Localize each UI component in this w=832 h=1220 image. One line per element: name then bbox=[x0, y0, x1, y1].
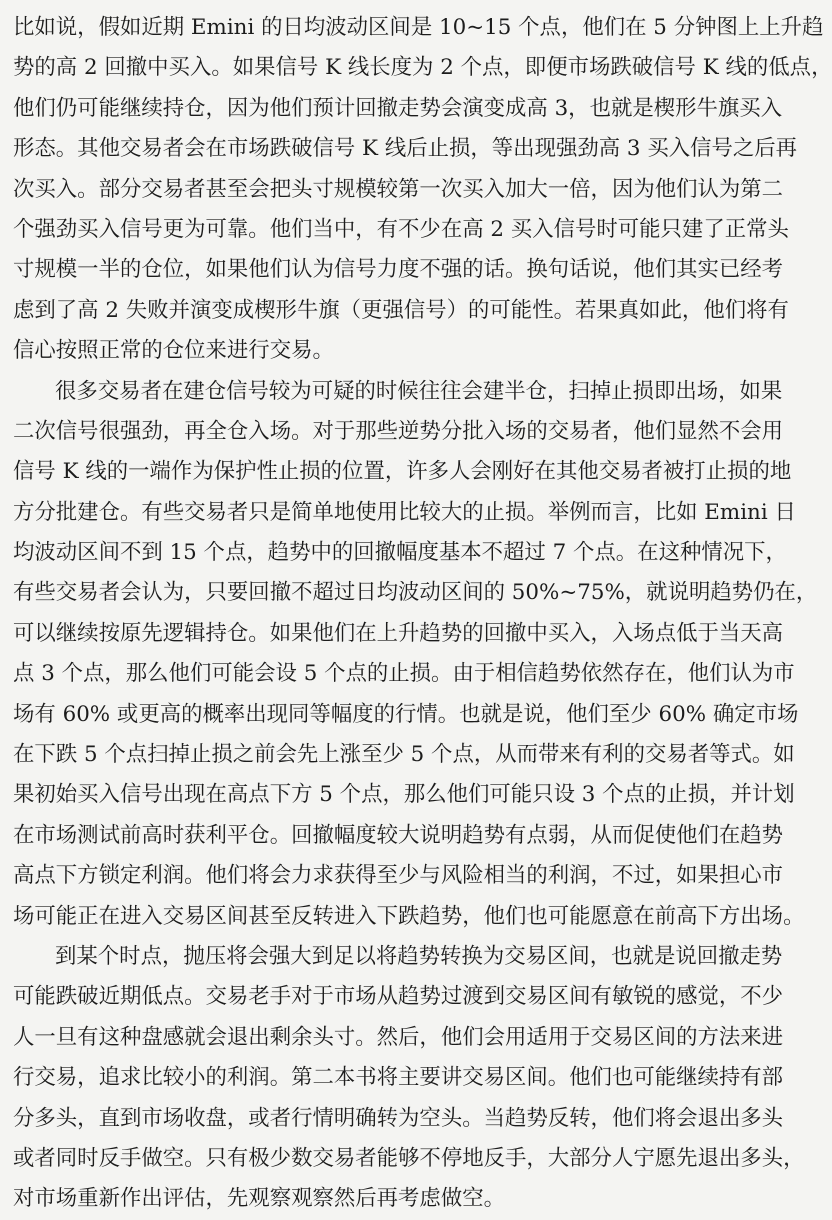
text-line: 方分批建仓。有些交易者只是简单地使用比较大的止损。举例而言，比如 Emini 日 bbox=[13, 499, 796, 525]
text-line: 高点下方锁定利润。他们将会力求获得至少与风险相当的利润，不过，如果担心市 bbox=[13, 863, 784, 889]
text-line: 或者同时反手做空。只有极少数交易者能够不停地反手，大部分人宁愿先退出多头， bbox=[13, 1145, 805, 1171]
text-line: 二次信号很强劲，再全仓入场。对于那些逆势分批入场的交易者，他们显然不会用 bbox=[13, 418, 784, 444]
text-line: 比如说，假如近期 Emini 的日均波动区间是 10~15 个点，他们在 5 分钟图上上升趋 bbox=[13, 15, 824, 40]
text-line: 次买入。部分交易者甚至会把头寸规模较第一次买入加大一倍，因为他们认为第二 bbox=[13, 176, 784, 202]
text-line: 对市场重新作出评估，先观察观察然后再考虑做空。 bbox=[13, 1186, 505, 1212]
text-line: 虑到了高 2 失败并演变成楔形牛旗（更强信号）的可能性。若果真如此，他们将有 bbox=[13, 297, 789, 323]
text-line: 很多交易者在建仓信号较为可疑的时候往往会建半仓，扫掉止损即出场，如果 bbox=[55, 378, 783, 404]
text-line: 势的高 2 回撤中买入。如果信号 K 线长度为 2 个点，即便市场跌破信号 K 线的低点， bbox=[13, 55, 832, 81]
text-line: 信心按照正常的仓位来进行交易。 bbox=[13, 338, 334, 364]
text-line: 在下跌 5 个点扫掉止损之前会先上涨至少 5 个点，从而带来有利的交易者等式。如 bbox=[13, 742, 795, 768]
text-line: 有些交易者会认为，只要回撤不超过日均波动区间的 50%~75%，就说明趋势仍在， bbox=[13, 580, 818, 606]
text-line: 点 3 个点，那么他们可能会设 5 个点的止损。由于相信趋势依然存在，他们认为市 bbox=[13, 661, 795, 687]
paragraph bbox=[13, 8, 832, 372]
text-line: 到某个时点，抛压将会强大到足以将趋势转换为交易区间，也就是说回撤走势 bbox=[55, 943, 783, 969]
text-line: 可能跌破近期低点。交易老手对于市场从趋势过渡到交易区间有敏锐的感觉，不少 bbox=[13, 984, 784, 1010]
text-line: 均波动区间不到 15 个点，趋势中的回撤幅度基本不超过 7 个点。在这种情况下， bbox=[13, 540, 787, 566]
text-line: 行交易，追求比较小的利润。第二本书将主要讲交易区间。他们也可能继续持有部 bbox=[13, 1065, 784, 1091]
text-line: 形态。其他交易者会在市场跌破信号 K 线后止损，等出现强劲高 3 买入信号之后再 bbox=[13, 136, 798, 162]
text-line: 他们仍可能继续持仓，因为他们预计回撤走势会演变成高 3，也就是楔形牛旗买入 bbox=[13, 95, 783, 121]
text-line: 信号 K 线的一端作为保护性止损的位置，许多人会刚好在其他交易者被打止损的地 bbox=[13, 459, 792, 485]
paragraph bbox=[13, 937, 805, 1220]
text-line: 场可能正在进入交易区间甚至反转进入下跌趋势，他们也可能愿意在前高下方出场。 bbox=[13, 903, 805, 929]
text-line: 人一旦有这种盘感就会退出剩余头寸。然后，他们会用适用于交易区间的方法来进 bbox=[13, 1024, 784, 1050]
text-line: 场有 60% 或更高的概率出现同等幅度的行情。也就是说，他们至少 60% 确定市场 bbox=[13, 701, 799, 727]
text-line: 个强劲买入信号更为可靠。他们当中，有不少在高 2 买入信号时可能只建了正常头 bbox=[13, 216, 789, 242]
text-line: 果初始买入信号出现在高点下方 5 个点，那么他们可能只设 3 个点的止损，并计划 bbox=[13, 782, 795, 808]
text-line: 寸规模一半的仓位，如果他们认为信号力度不强的话。换句话说，他们其实已经考 bbox=[13, 257, 784, 283]
text-line: 分多头，直到市场收盘，或者行情明确转为空头。当趋势反转，他们将会退出多头 bbox=[13, 1105, 784, 1131]
text-line: 可以继续按原先逻辑持仓。如果他们在上升趋势的回撤中买入，入场点低于当天高 bbox=[13, 620, 784, 646]
paragraph bbox=[13, 372, 818, 937]
text-line: 在市场测试前高时获利平仓。回撤幅度较大说明趋势有点弱，从而促使他们在趋势 bbox=[13, 822, 784, 848]
